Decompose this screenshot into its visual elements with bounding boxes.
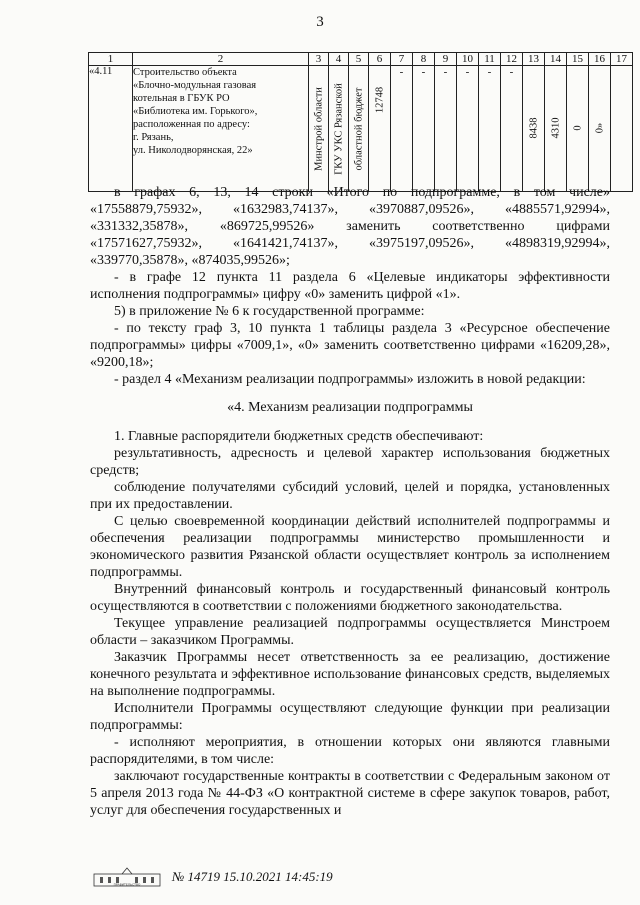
table-header-cell: 3 bbox=[309, 53, 329, 66]
col15-text: 0 bbox=[572, 125, 583, 131]
row-name bbox=[133, 66, 309, 192]
row-name-line: «Блочно-модульная газовая bbox=[133, 80, 257, 91]
col14-cell bbox=[545, 66, 567, 192]
table-header-cell: 4 bbox=[329, 53, 349, 66]
paragraph: результативность, адресность и целевой характер использования бюджетных средств; bbox=[90, 446, 610, 478]
table-header-cell: 8 bbox=[413, 53, 435, 66]
subprogram-table bbox=[88, 52, 633, 192]
table-header-cell: 9 bbox=[435, 53, 457, 66]
paragraph: - раздел 4 «Механизм реализации подпрограммы» изложить в новой редакции: bbox=[114, 372, 586, 387]
col4-cell bbox=[329, 66, 349, 192]
paragraph: Исполнители Программы осуществляют следующие функции при реализации подпрограммы: bbox=[90, 701, 610, 733]
col15-cell bbox=[567, 66, 589, 192]
table-header-cell: 12 bbox=[501, 53, 523, 66]
footer bbox=[92, 866, 333, 888]
row-number: «4.11 bbox=[89, 66, 133, 192]
table-header-cell: 7 bbox=[391, 53, 413, 66]
col8-cell: - bbox=[413, 66, 435, 192]
col12-cell: - bbox=[501, 66, 523, 192]
table-header-cell: 11 bbox=[479, 53, 501, 66]
paragraph: - по тексту граф 3, 10 пункта 1 таблицы раздела 3 «Ресурсное обеспечение подпрограммы» цифры «7009,1», «0» заменить соответственно цифрами «16209,28», «9200,18»; bbox=[90, 321, 610, 370]
paragraph: Внутренний финансовый контроль и государственный финансовый контроль осуществляются в соответствии с положениями бюджетного законодательства. bbox=[90, 582, 610, 614]
col6-text: 12748 bbox=[374, 86, 385, 114]
col4-text: ГКУ УКС Рязанской bbox=[333, 82, 344, 175]
table-header-row bbox=[89, 53, 633, 66]
page-number: 3 bbox=[316, 14, 324, 30]
row-name-line: г. Рязань, bbox=[133, 132, 174, 143]
paragraph: Заказчик Программы несет ответственность за ее реализацию, достижение конечного результата и эффективное использование финансовых средств, выделяемых на выполнение подпрограммы. bbox=[90, 650, 610, 699]
table-header-cell: 14 bbox=[545, 53, 567, 66]
table-header-cell: 10 bbox=[457, 53, 479, 66]
paragraph: Текущее управление реализацией подпрограммы осуществляется Минстроем области – заказчиком Программы. bbox=[90, 616, 610, 648]
row-name-line: ул. Николодворянская, 22» bbox=[133, 145, 253, 156]
col14-text: 4310 bbox=[550, 117, 561, 139]
col13-cell bbox=[523, 66, 545, 192]
registration-stamp: № 14719 15.10.2021 14:45:19 bbox=[172, 869, 333, 884]
table-header-cell: 13 bbox=[523, 53, 545, 66]
table-header-cell: 5 bbox=[349, 53, 369, 66]
seal-text: ПРАВИТЕЛЬСТВО bbox=[113, 882, 141, 887]
section-heading: «4. Механизм реализации подпрограммы bbox=[227, 400, 473, 415]
table-header-cell: 16 bbox=[589, 53, 611, 66]
col6-cell bbox=[369, 66, 391, 192]
table-header-cell: 2 bbox=[133, 53, 309, 66]
col11-cell: - bbox=[479, 66, 501, 192]
col3-text: Минстрой области bbox=[313, 86, 324, 171]
paragraph: С целью своевременной координации действий исполнителей подпрограммы и обеспечения реализации подпрограммы министерство промышленности и экономического развития Рязанской области осуществляет контроль за исполнением подпрограммы. bbox=[90, 514, 610, 580]
paragraph: - исполняют мероприятия, в отношении которых они являются главными распорядителями, в том числе: bbox=[90, 735, 610, 767]
table-header-cell: 6 bbox=[369, 53, 391, 66]
row-name-line: котельная в ГБУК РО bbox=[133, 93, 230, 104]
col10-cell: - bbox=[457, 66, 479, 192]
paragraph: 1. Главные распорядители бюджетных средств обеспечивают: bbox=[114, 429, 484, 444]
table-row bbox=[89, 66, 633, 192]
row-name-line: «Библиотека им. Горького», bbox=[133, 106, 258, 117]
government-seal-icon bbox=[92, 866, 162, 888]
col16-text: 0» bbox=[594, 122, 605, 134]
col5-cell bbox=[349, 66, 369, 192]
table-header-cell: 1 bbox=[89, 53, 133, 66]
table-header-cell: 17 bbox=[611, 53, 633, 66]
col16-cell bbox=[589, 66, 611, 192]
col3-cell bbox=[309, 66, 329, 192]
table-header-cell: 15 bbox=[567, 53, 589, 66]
col7-cell: - bbox=[391, 66, 413, 192]
col17-cell bbox=[611, 66, 633, 192]
row-name-line: Строительство объекта bbox=[133, 67, 237, 78]
paragraph: 5) в приложение № 6 к государственной программе: bbox=[114, 304, 425, 319]
col9-cell: - bbox=[435, 66, 457, 192]
paragraph: в графах 6, 13, 14 строки «Итого по подпрограмме, в том числе» «17558879,75932», «1632983,74137», «3970887,09526», «4885571,92994», «331332,35878», «869725,99526» заменить соответственно цифрами «17571627,75932», «1641421,74137», «3975197,09526», «4898319,92994», «339770,35878», «874035,99526»; bbox=[90, 185, 610, 268]
paragraph: - в графе 12 пункта 11 раздела 6 «Целевые индикаторы эффективности исполнения подпрограммы» цифру «0» заменить цифрой «1». bbox=[90, 270, 610, 302]
col5-text: областной бюджет bbox=[353, 87, 364, 170]
paragraph: соблюдение получателями субсидий условий, целей и порядка, установленных при их предоставлении. bbox=[90, 480, 610, 512]
col13-text: 8438 bbox=[528, 117, 539, 139]
document-body bbox=[90, 184, 610, 819]
paragraph: заключают государственные контракты в соответствии с Федеральным законом от 5 апреля 2013 года № 44-ФЗ «О контрактной системе в сфере закупок товаров, работ, услуг для обеспечения государственных и bbox=[90, 769, 610, 818]
row-name-line: расположенная по адресу: bbox=[133, 119, 250, 130]
